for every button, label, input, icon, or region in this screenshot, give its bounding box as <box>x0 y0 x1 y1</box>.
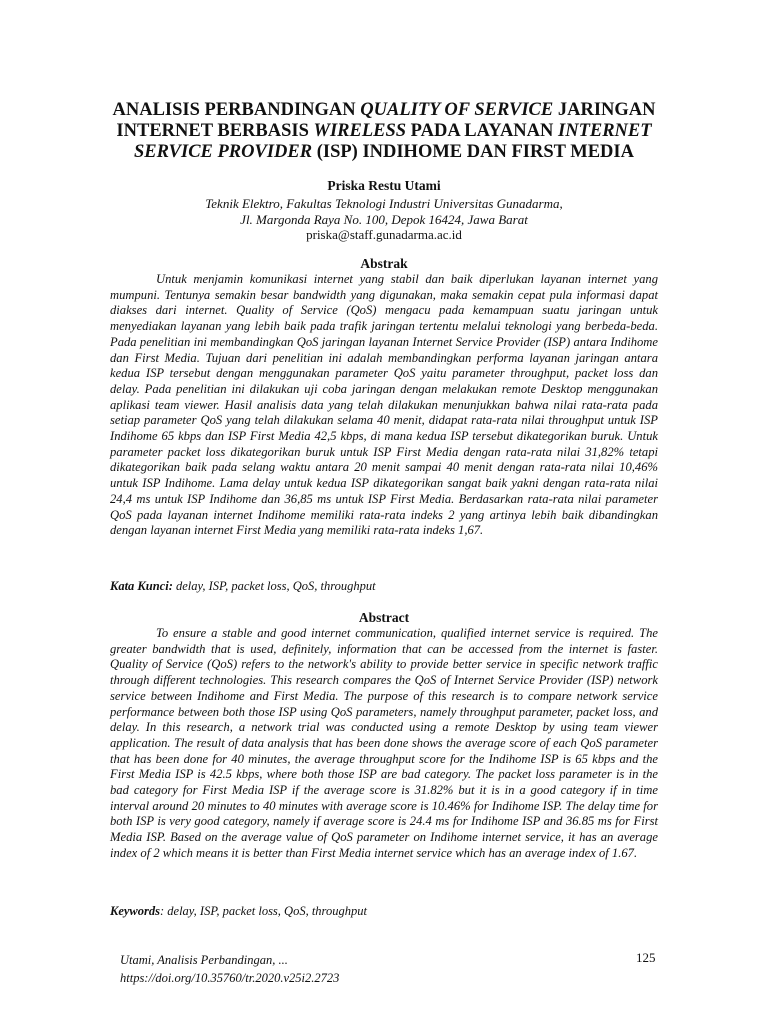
kata-kunci <box>110 579 658 594</box>
kata-kunci-value: delay, ISP, packet loss, QoS, throughput <box>172 579 376 593</box>
affiliation-line-2: Jl. Margonda Raya No. 100, Depok 16424, Jawa Barat <box>240 212 528 227</box>
keywords <box>110 904 658 919</box>
abstract-body: To ensure a stable and good internet communication, qualified internet service is required. The greater bandwidth that is used, definitely, information that can be accessed from the internet is faster. Quality of Service (QoS) refers to the network's ability to provide better service in specific network traffic through different technologies. This research compares the QoS of Internet Service Provider (ISP) network service between Indihome and First Media. The purpose of this research is to compare network service performance between both those ISP using QoS parameters, namely throughput parameter, packet loss, and delay. In this research, a network trial was conducted using a remote Desktop by using team viewer application. The result of data analysis that has been done shows the average score of each QoS parameter that has been done for 40 minutes, the average throughput score for the Indihome ISP is 65 kbps and the First Media ISP is 42.5 kbps, where both those ISP are bad category. The packet loss parameter is in the bad category for First Media ISP if the average score is 31.82% but it is in a good category if in time interval around 20 minutes to 40 minutes with average score is 10.46% for Indihome ISP. The delay time for both ISP is very good category, namely if average score is 24.4 ms for Indihome ISP and 36.85 ms for First Media ISP. Based on the average value of QoS parameter on Indihome internet service, it has an average index of 2 which means it is better than First Media internet service which has an average index of 1.67. <box>110 626 658 860</box>
author-email: priska@staff.gunadarma.ac.id <box>306 227 462 242</box>
author-affiliation <box>0 196 768 228</box>
footer-doi: https://doi.org/10.35760/tr.2020.v25i2.2723 <box>120 971 340 985</box>
footer-citation <box>120 951 339 987</box>
author-name: Priska Restu Utami <box>327 178 441 193</box>
paper-title <box>100 100 668 163</box>
footer-citation-text: Utami, Analisis Perbandingan, ... <box>120 953 288 967</box>
keywords-label: Keywords <box>110 904 160 918</box>
title-line-3: SERVICE PROVIDER (ISP) INDIHOME DAN FIRST MEDIA <box>134 142 634 162</box>
title-line-2: INTERNET BERBASIS WIRELESS PADA LAYANAN INTERNET <box>116 121 652 141</box>
affiliation-line-1: Teknik Elektro, Fakultas Teknologi Industri Universitas Gunadarma, <box>205 196 563 211</box>
abstrak-body: Untuk menjamin komunikasi internet yang stabil dan baik diperlukan layanan internet yang mumpuni. Tentunya semakin besar bandwidth yang digunakan, maka semakin cepat pula informasi dapat diakses dari internet. Quality of Service (QoS) mengacu pada kemampuan suatu jaringan untuk menyediakan layanan yang lebih baik pada trafik jaringan tertentu melalui teknologi yang berbeda-beda. Pada penelitian ini membandingkan QoS jaringan layanan Internet Service Provider (ISP) antara Indihome dan First Media. Tujuan dari penelitian ini adalah membandingkan performa layanan jaringan antara kedua ISP tersebut dengan menggunakan parameter QoS yaitu parameter throughput, packet loss dan delay. Pada penelitian ini dilakukan uji coba jaringan dengan melakukan remote Desktop menggunakan aplikasi team viewer. Hasil analisis data yang telah dilakukan menunjukkan bahwa nilai rata-rata pada setiap parameter QoS yang telah dilakukan selama 40 menit, didapat rata-rata nilai throughput untuk ISP Indihome 65 kbps dan ISP First Media 42,5 kbps, di mana kedua ISP tersebut dikategorikan buruk. Untuk parameter packet loss dikategorikan buruk untuk ISP First Media dengan rata-rata nilai 31,82% tetapi dikategorikan baik pada selang waktu antara 20 menit sampai 40 menit dengan rata-rata nilai 10,46% untuk ISP Indihome. Lama delay untuk kedua ISP dikategorikan sangat baik yakni dengan rata-rata nilai 24,4 ms untuk ISP Indihome dan 36,85 ms untuk ISP First Media. Berdasarkan rata-rata nilai parameter QoS pada layanan internet Indihome memiliki rata-rata indeks 2 yang artinya lebih baik dibandingkan dengan layanan internet First Media yang memiliki rata-rata indeks 1,67. <box>110 272 658 538</box>
keywords-value: : delay, ISP, packet loss, QoS, throughput <box>160 904 367 918</box>
abstract-heading: Abstract <box>358 610 410 625</box>
abstrak-heading: Abstrak <box>360 256 408 271</box>
kata-kunci-label: Kata Kunci: <box>110 579 173 593</box>
title-line-1: ANALISIS PERBANDINGAN QUALITY OF SERVICE JARINGAN <box>112 100 656 120</box>
page-number: 125 <box>636 950 656 965</box>
